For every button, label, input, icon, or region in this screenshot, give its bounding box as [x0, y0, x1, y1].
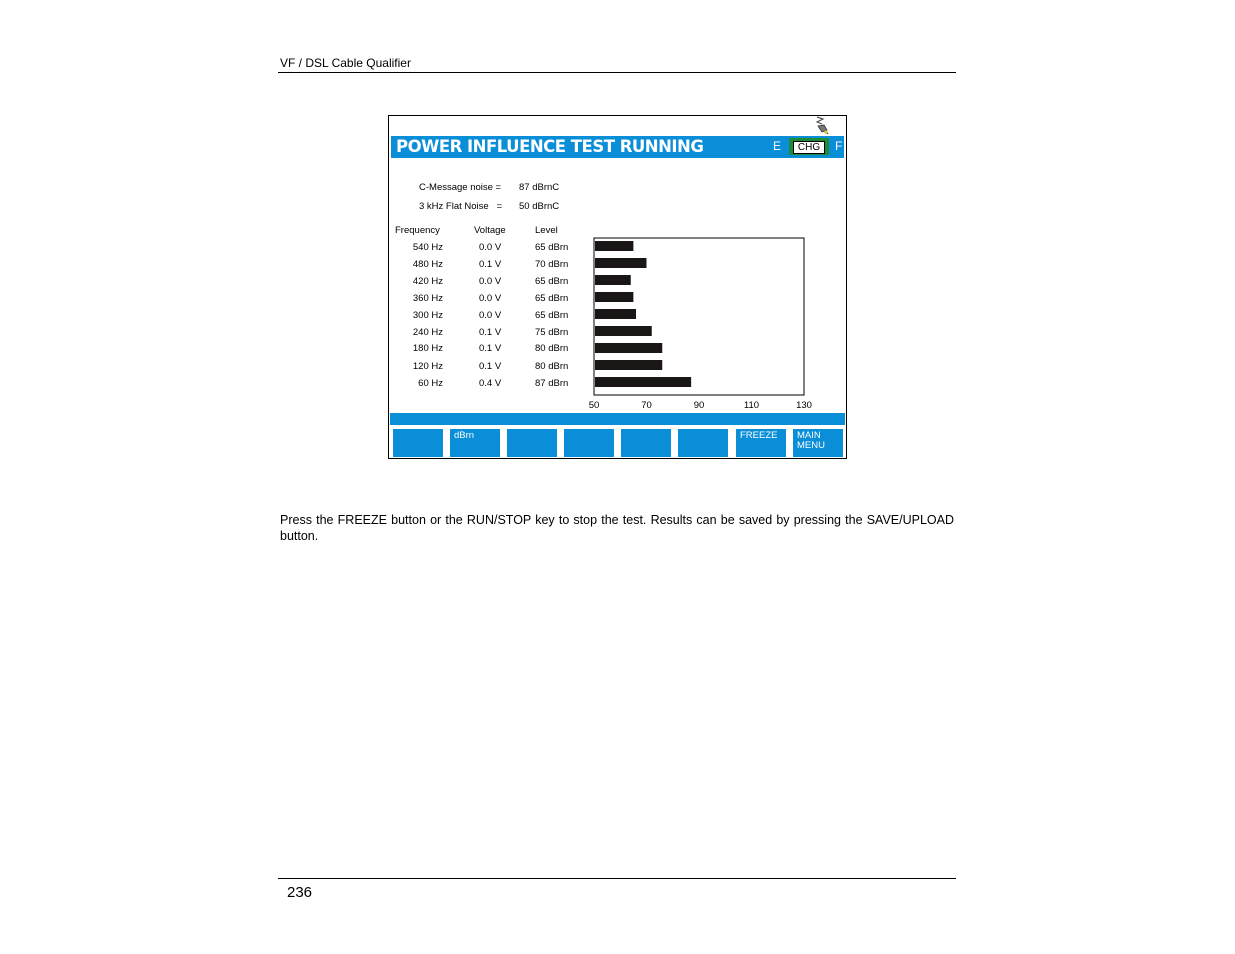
table-cell-level: 65 dBrn: [535, 276, 569, 287]
chart-bar: [595, 309, 636, 319]
chart-bar: [595, 377, 691, 387]
plug-icon: [813, 116, 831, 136]
softkey-5[interactable]: [621, 429, 671, 457]
chart-bar: [595, 326, 652, 336]
softkey-1[interactable]: [393, 429, 443, 457]
table-cell-level: 65 dBrn: [535, 242, 569, 253]
page-number: 236: [287, 884, 313, 901]
chart-bar: [595, 275, 631, 285]
table-cell-frequency: 360 Hz: [412, 293, 443, 304]
table-cell-level: 65 dBrn: [535, 310, 569, 321]
chart-bar: [595, 360, 662, 370]
screen-title: POWER INFLUENCE TEST RUNNING: [396, 137, 704, 156]
table-cell-voltage: 0.0 V: [479, 293, 502, 304]
table-cell-frequency: 420 Hz: [412, 276, 443, 287]
cmessage-noise-value: 87 dBrnC: [519, 182, 560, 193]
main-menu-button[interactable]: MAIN MENU: [793, 429, 843, 457]
softkey-4[interactable]: [564, 429, 614, 457]
level-header: Level: [535, 225, 558, 236]
page-header: VF / DSL Cable Qualifier: [280, 56, 411, 70]
table-cell-level: 75 dBrn: [535, 327, 569, 338]
x-tick-label: 50: [589, 400, 600, 411]
freeze-button[interactable]: FREEZE: [736, 429, 786, 457]
instrument-screen: [388, 115, 847, 459]
status-bar: [390, 413, 845, 425]
softkey-6[interactable]: [678, 429, 728, 457]
x-tick-label: 90: [693, 400, 705, 411]
instruction-text: Press the FREEZE button or the RUN/STOP key to stop the test. Results can be saved by pressing the SAVE/UPLOAD button.: [280, 513, 954, 543]
battery-full-label: F: [835, 139, 843, 153]
level-bar-chart: [589, 236, 824, 416]
battery-empty-label: E: [773, 139, 782, 153]
table-cell-frequency: 480 Hz: [412, 259, 443, 270]
table-cell-frequency: 120 Hz: [412, 361, 443, 372]
battery-status: CHG: [793, 141, 825, 154]
header-rule: [278, 72, 956, 73]
chart-bar: [595, 343, 662, 353]
flat-noise-label: 3 kHz Flat Noise =: [419, 201, 503, 212]
x-tick-label: 110: [743, 400, 760, 411]
dbrn-units-button[interactable]: dBrn: [450, 429, 500, 457]
chart-bar: [595, 241, 633, 251]
x-tick-label: 130: [796, 400, 812, 411]
footer-rule: [278, 878, 956, 879]
cmessage-noise-label: C-Message noise =: [419, 182, 502, 193]
table-cell-frequency: 60 Hz: [418, 378, 443, 389]
chart-bar: [595, 292, 633, 302]
frequency-header: Frequency: [395, 225, 440, 236]
table-cell-frequency: 300 Hz: [412, 310, 443, 321]
table-cell-level: 87 dBrn: [535, 378, 569, 389]
table-cell-frequency: 240 Hz: [412, 327, 443, 338]
table-cell-level: 80 dBrn: [535, 361, 569, 372]
battery-indicator: [789, 138, 829, 155]
table-cell-voltage: 0.1 V: [479, 343, 502, 354]
title-bar: [391, 136, 844, 158]
table-cell-voltage: 0.1 V: [479, 259, 502, 270]
table-cell-level: 70 dBrn: [535, 259, 569, 270]
table-cell-voltage: 0.4 V: [479, 378, 502, 389]
table-cell-frequency: 540 Hz: [412, 242, 443, 253]
table-cell-level: 80 dBrn: [535, 343, 569, 354]
table-cell-frequency: 180 Hz: [412, 343, 443, 354]
voltage-header: Voltage: [474, 225, 506, 236]
flat-noise-value: 50 dBrnC: [519, 201, 560, 212]
table-cell-voltage: 0.1 V: [479, 361, 502, 372]
table-cell-level: 65 dBrn: [535, 293, 569, 304]
x-tick-label: 70: [641, 400, 652, 411]
table-cell-voltage: 0.1 V: [479, 327, 502, 338]
table-cell-voltage: 0.0 V: [479, 276, 502, 287]
table-cell-voltage: 0.0 V: [479, 242, 502, 253]
table-cell-voltage: 0.0 V: [479, 310, 502, 321]
chart-bar: [595, 258, 647, 268]
softkey-3[interactable]: [507, 429, 557, 457]
